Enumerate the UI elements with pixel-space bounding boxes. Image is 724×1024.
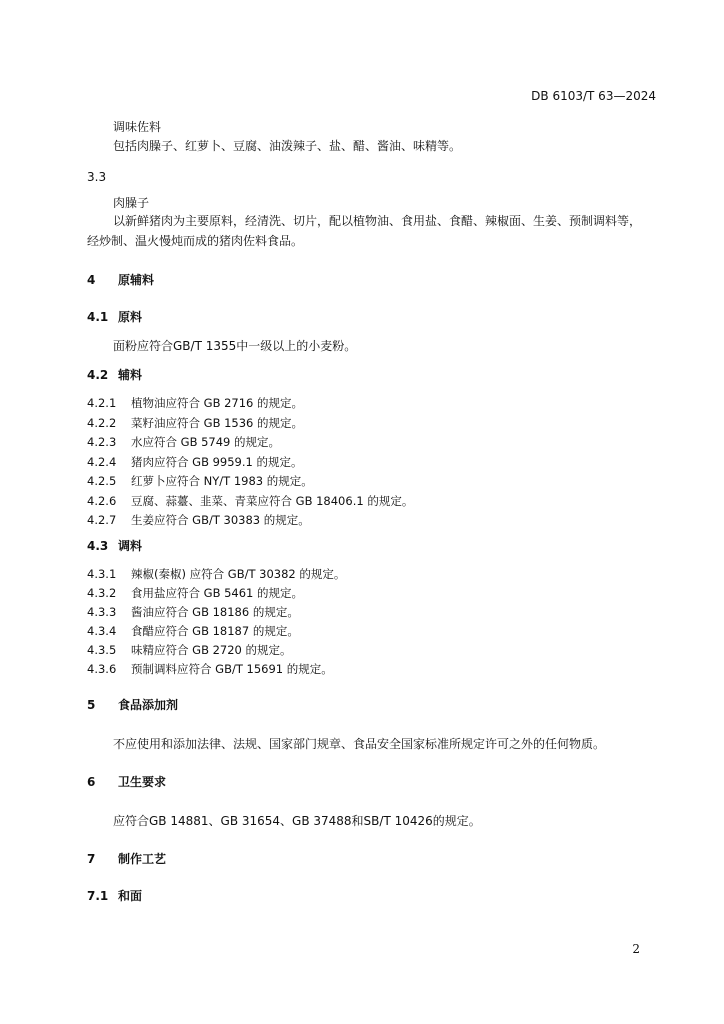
- section-4-1-body: 面粉应符合GB/T 1355中一级以上的小麦粉。: [113, 339, 357, 353]
- section-number: 6: [87, 775, 96, 789]
- list-item: [87, 566, 345, 585]
- section-4-3-list: [87, 566, 345, 680]
- list-item: [87, 434, 413, 454]
- item-number: 4.3.4: [87, 624, 117, 638]
- item-text: 豆腐、蒜薹、韭菜、青菜应符合 GB 18406.1 的规定。: [131, 493, 414, 508]
- item-number: 4.2.2: [87, 415, 117, 430]
- section-number: 4: [87, 273, 96, 287]
- section-title: 原料: [118, 310, 143, 324]
- definition-minced-pork-line1: 以新鲜猪肉为主要原料，经清洗、切片，配以植物油、食用盐、食醋、辣椒面、生姜、预制调料等，: [113, 214, 642, 228]
- item-number: 4.2.7: [87, 513, 117, 527]
- item-text: 食醋应符合 GB 18187 的规定。: [131, 624, 299, 638]
- item-number: 4.3.2: [87, 586, 117, 600]
- item-number: 4.2.5: [87, 474, 117, 488]
- clause-number-3-3: 3.3: [87, 170, 107, 184]
- section-5-body: 不应使用和添加法律、法规、国家部门规章、食品安全国家标准所规定许可之外的任何物质。: [113, 737, 606, 751]
- section-title: 调料: [118, 539, 143, 553]
- section-number: 7.1: [87, 889, 109, 903]
- item-text: 酱油应符合 GB 18186 的规定。: [131, 605, 299, 619]
- term-seasoning: 调味佐料: [113, 120, 162, 134]
- list-item: [87, 415, 413, 435]
- section-number: 5: [87, 698, 96, 712]
- item-text: 植物油应符合 GB 2716 的规定。: [131, 396, 304, 410]
- section-title: 制作工艺: [118, 852, 167, 866]
- list-item: [87, 454, 413, 474]
- definition-seasoning: 包括肉臊子、红萝卜、豆腐、油泼辣子、盐、醋、酱油、味精等。: [113, 139, 462, 153]
- item-text: 猪肉应符合 GB 9959.1 的规定。: [131, 454, 303, 469]
- document-code: DB 6103/T 63—2024: [531, 89, 656, 103]
- item-text: 味精应符合 GB 2720 的规定。: [131, 643, 292, 657]
- section-6-heading: [87, 774, 166, 790]
- item-text: 预制调料应符合 GB/T 15691 的规定。: [131, 662, 333, 676]
- item-number: 4.2.1: [87, 396, 117, 410]
- definition-minced-pork-line2: 经炒制、温火慢炖而成的猪肉佐料食品。: [87, 234, 304, 248]
- section-title: 食品添加剂: [118, 698, 179, 712]
- section-4-heading: [87, 272, 154, 288]
- list-item: [87, 661, 345, 680]
- list-item: [87, 585, 345, 604]
- section-6-body: 应符合GB 14881、GB 31654、GB 37488和SB/T 10426的规定。: [113, 814, 481, 828]
- item-number: 4.2.3: [87, 435, 117, 449]
- item-text: 红萝卜应符合 NY/T 1983 的规定。: [131, 474, 313, 488]
- section-number: 4.1: [87, 310, 109, 324]
- section-number: 7: [87, 852, 96, 866]
- item-number: 4.3.5: [87, 643, 117, 657]
- item-text: 辣椒(秦椒) 应符合 GB/T 30382 的规定。: [131, 567, 346, 581]
- item-text: 水应符合 GB 5749 的规定。: [131, 435, 281, 449]
- section-4-2-list: [87, 395, 413, 532]
- list-item: [87, 473, 413, 493]
- list-item: [87, 493, 413, 513]
- item-number: 4.3.3: [87, 605, 117, 619]
- section-4-1-heading: [87, 309, 142, 325]
- item-text: 生姜应符合 GB/T 30383 的规定。: [131, 513, 310, 527]
- item-text: 食用盐应符合 GB 5461 的规定。: [131, 586, 304, 600]
- list-item: [87, 395, 413, 415]
- section-title: 原辅料: [118, 273, 155, 287]
- section-4-2-heading: [87, 367, 142, 383]
- item-text: 菜籽油应符合 GB 1536 的规定。: [131, 415, 304, 430]
- section-title: 卫生要求: [118, 775, 167, 789]
- section-5-heading: [87, 697, 178, 713]
- section-title: 和面: [118, 889, 143, 903]
- list-item: [87, 604, 345, 623]
- item-number: 4.2.4: [87, 454, 117, 469]
- term-minced-pork: 肉臊子: [113, 196, 150, 210]
- section-number: 4.3: [87, 539, 109, 553]
- page-number: 2: [632, 942, 640, 956]
- section-7-heading: [87, 851, 166, 867]
- item-number: 4.3.6: [87, 662, 117, 676]
- section-number: 4.2: [87, 368, 109, 382]
- item-number: 4.3.1: [87, 567, 117, 581]
- item-number: 4.2.6: [87, 493, 117, 508]
- list-item: [87, 623, 345, 642]
- section-4-3-heading: [87, 538, 142, 554]
- list-item: [87, 512, 413, 532]
- section-7-1-heading: [87, 888, 142, 904]
- list-item: [87, 642, 345, 661]
- section-title: 辅料: [118, 368, 143, 382]
